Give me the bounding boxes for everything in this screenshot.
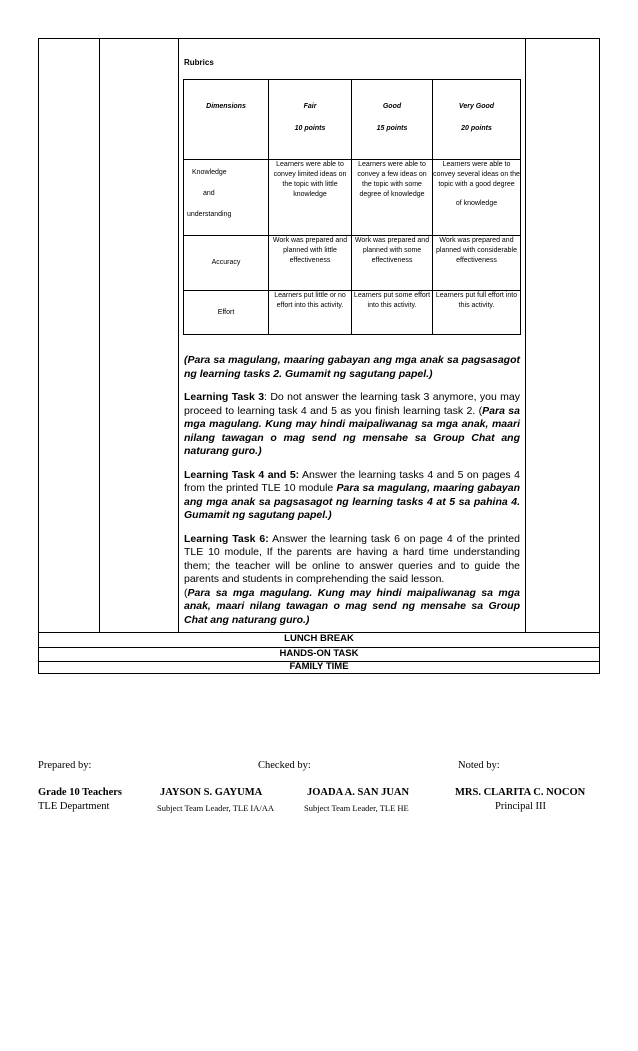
- noter-name: MRS. CLARITA C. NOCON: [455, 787, 586, 798]
- task-text: Answer the learning task 6 on page 4 of the printed TLE 10 module, If the parents are having a hard time understanding them; the teacher will be online to answer queries and to guide the parents and students in comprehending the said lesson.: [184, 532, 520, 585]
- header-very-good: Very Good 20 points: [433, 80, 521, 160]
- learning-task-4-5: [184, 469, 520, 523]
- paren: (: [184, 586, 188, 599]
- parent-note: Para sa mga magulang. Kung may hindi maipaliwanag sa mga anak, maari nilang tawagan o mag send ng mensahe sa Group Chat ang naturang guro.): [184, 586, 520, 626]
- criteria-cell: Learners put little or no effort into this activity.: [269, 291, 352, 335]
- dimension-cell: [184, 291, 269, 335]
- checker-name: JOADA A. SAN JUAN: [307, 787, 410, 798]
- column-divider: [525, 39, 526, 633]
- column-divider: [99, 39, 100, 633]
- criteria-cell: Learners were able to convey a few ideas on the topic with some degree of knowledge: [352, 160, 433, 236]
- dimension-label: Knowledge: [192, 169, 227, 176]
- checker-role: Subject Team Leader, TLE HE: [304, 803, 409, 813]
- checker-role: Subject Team Leader, TLE IA/AA: [157, 803, 275, 813]
- task-label: Learning Task 4 and 5:: [184, 468, 300, 481]
- header-fair: Fair 10 points: [269, 80, 352, 160]
- family-time-row: FAMILY TIME: [289, 661, 349, 672]
- rubric-row-knowledge: [184, 160, 521, 236]
- header-good: Good 15 points: [352, 80, 433, 160]
- prepared-by-label: Prepared by:: [38, 760, 92, 771]
- hands-on-task-row: HANDS-ON TASK: [279, 648, 359, 659]
- criteria-cell: Work was prepared and planned with little effectiveness: [269, 236, 352, 291]
- parent-note: Para sa magulang, maaring gabayan ang mga anak sa pagsasagot ng learning tasks 4 at 5 sa pahina 4. Gumamit ng sagutang papel.): [184, 482, 520, 521]
- task-label: Learning Task 3: [184, 391, 265, 403]
- preparer-name: Grade 10 Teachers: [38, 787, 122, 798]
- task-label: Learning Task 6:: [184, 532, 269, 545]
- learning-task-3: [184, 391, 520, 459]
- criteria-cell: Learners were able to convey limited ideas on the topic with little knowledge: [269, 160, 352, 236]
- lunch-break-row: LUNCH BREAK: [284, 633, 354, 644]
- column-divider: [178, 39, 179, 633]
- dimension-label: Accuracy: [211, 259, 241, 266]
- parent-note: Para sa mga magulang. Kung may hindi maipaliwanag sa mga anak, maari nilang tawagan o mag send ng mensahe sa Group Chat ang naturang guro.): [184, 404, 520, 457]
- header-dimensions: Dimensions: [184, 80, 269, 160]
- checker-name: JAYSON S. GAYUMA: [160, 787, 263, 798]
- rubric-row-effort: [184, 291, 521, 335]
- dimension-cell: [184, 236, 269, 291]
- preparer-role: TLE Department: [38, 801, 110, 812]
- criteria-text: Learners were able to convey several ideas on the topic with a good degree: [433, 161, 520, 188]
- criteria-cell: Learners put full effort into this activity.: [433, 291, 521, 335]
- task-text: Answer the learning tasks 4 and 5 on pages 4 from the printed TLE 10 module: [184, 468, 520, 494]
- rubrics-title: Rubrics: [184, 58, 214, 67]
- checked-by-label: Checked by:: [258, 760, 311, 771]
- noter-role: Principal III: [495, 801, 547, 812]
- rubrics-header-row: [184, 80, 521, 160]
- learning-task-6: [184, 533, 520, 628]
- criteria-text: of knowledge: [455, 200, 498, 207]
- dimension-label: and: [203, 190, 215, 197]
- dimension-label: Effort: [217, 308, 235, 316]
- criteria-cell: [433, 160, 521, 236]
- rubrics-table: [183, 79, 521, 335]
- rubric-row-accuracy: [184, 236, 521, 291]
- criteria-cell: Learners put some effort into this activity.: [352, 291, 433, 335]
- learning-tasks: [184, 354, 520, 627]
- criteria-cell: Work was prepared and planned with considerable effectiveness: [433, 236, 521, 291]
- parent-note: (Para sa magulang, maaring gabayan ang mga anak sa pagsasagot ng learning tasks 2. Gumamit ng sagutang papel.): [184, 354, 520, 380]
- noted-by-label: Noted by:: [458, 760, 500, 771]
- dimension-cell: [184, 160, 269, 236]
- criteria-cell: Work was prepared and planned with some effectiveness: [352, 236, 433, 291]
- task-text: : Do not answer the learning task 3 anymore, you may proceed to learning task 4 and 5 as you finish learning task 2. (: [184, 391, 520, 417]
- dimension-label: understanding: [187, 211, 232, 218]
